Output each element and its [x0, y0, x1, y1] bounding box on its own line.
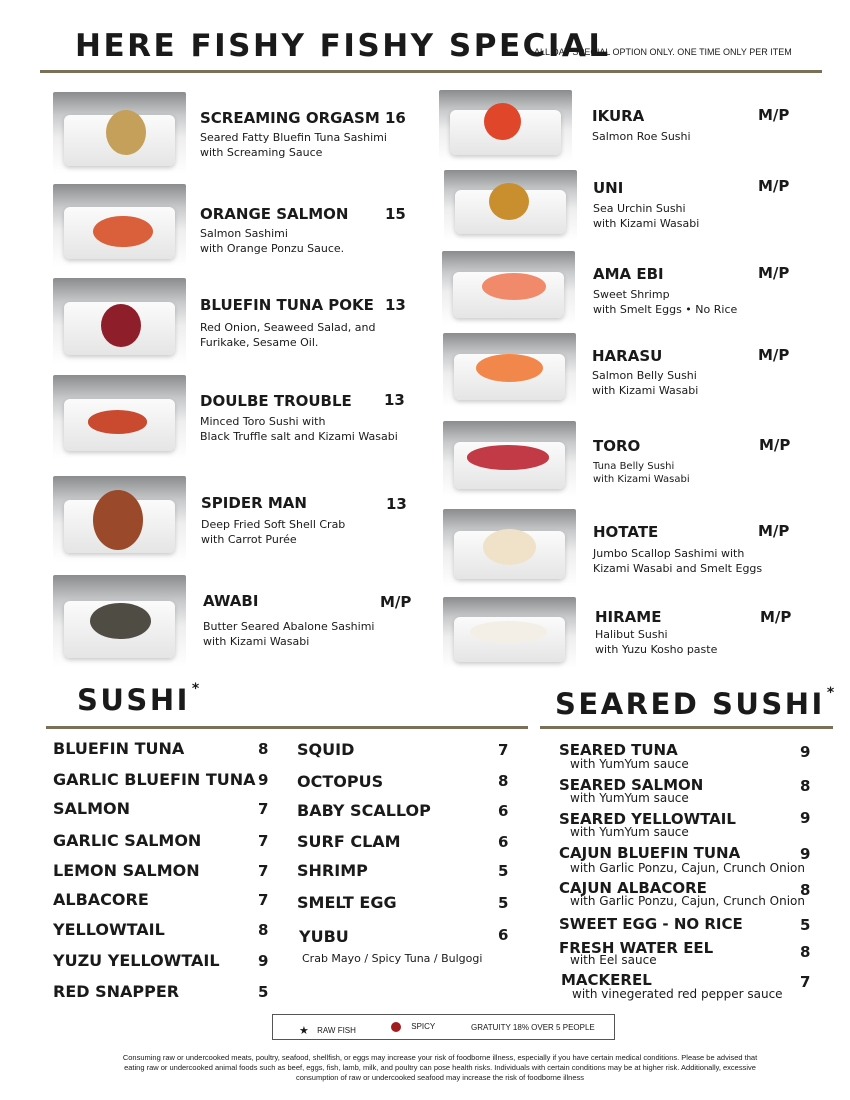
sushi-item-name: LEMON SALMON — [53, 861, 200, 880]
sushi-item-price: 7 — [498, 741, 509, 759]
legend-spicy — [391, 1022, 435, 1032]
special-description: Salmon Sashimi — [200, 227, 288, 240]
sushi-item-name: YUBU — [299, 927, 349, 946]
title-divider — [40, 70, 822, 73]
special-name: SCREAMING ORGASM — [200, 109, 380, 127]
seared-item-name: SWEET EGG - NO RICE — [559, 915, 743, 933]
special-description: Sea Urchin Sushi — [593, 202, 686, 215]
special-price: M/P — [760, 608, 792, 626]
seared-item-price: 9 — [800, 743, 811, 761]
sushi-item-name: GARLIC BLUEFIN TUNA — [53, 770, 256, 789]
special-name: HIRAME — [595, 608, 662, 626]
sushi-item-name: ALBACORE — [53, 890, 149, 909]
seared-item-sauce: with YumYum sauce — [570, 757, 689, 771]
spicy-dot-icon — [391, 1022, 401, 1032]
seared-item-price: 8 — [800, 943, 811, 961]
sushi-item-name: OCTOPUS — [297, 772, 384, 791]
special-description: Seared Fatty Bluefin Tuna Sashimi — [200, 131, 387, 144]
sushi-item-name: BABY SCALLOP — [297, 801, 431, 820]
special-price: M/P — [758, 522, 790, 540]
special-description: with Kizami Wasabi — [592, 384, 699, 397]
sushi-section-title: SUSHI * — [77, 681, 202, 717]
uni-photo — [444, 170, 577, 241]
seared-item-price: 8 — [800, 881, 811, 899]
special-name: HARASU — [592, 347, 663, 365]
orange-salmon-photo — [53, 184, 186, 267]
awabi-photo — [53, 575, 186, 667]
sushi-item-price: 7 — [258, 891, 269, 909]
special-note: ALL DAY SPECIAL OPTION ONLY. ONE TIME ONLY PER ITEM — [534, 47, 792, 57]
seared-item-name: CAJUN ALBACORE — [559, 879, 707, 897]
sushi-item-name: SHRIMP — [297, 861, 368, 880]
special-name: UNI — [593, 179, 624, 197]
special-description: with Kizami Wasabi — [203, 635, 310, 648]
seared-item-name: SEARED YELLOWTAIL — [559, 810, 736, 828]
harasu-photo — [443, 333, 576, 407]
special-price: 13 — [385, 296, 406, 314]
sushi-item-price: 8 — [258, 921, 269, 939]
seared-item-name: SEARED SALMON — [559, 776, 704, 794]
special-name: HOTATE — [593, 523, 659, 541]
ama-ebi-photo — [442, 251, 575, 325]
sushi-item-price: 8 — [258, 740, 269, 758]
legend-box — [272, 1014, 615, 1040]
sushi-item-name: YUZU YELLOWTAIL — [53, 951, 220, 970]
special-description: Tuna Belly Sushi — [593, 461, 675, 472]
double-trouble-photo — [53, 375, 186, 459]
food-safety-disclaimer: Consuming raw or undercooked meats, poultry, seafood, shellfish, or eggs may increase your risk of foodborne illness, especially if you have certain medical conditions. Please be advised that eating raw or undercooked animal foods such as beef, eggs, fish, lamb, milk, and poultry can pose health risks. Individuals with certain conditions may be at higher risk. Additionally, excessive consumption of raw or undercooked seafood may increase the risk of foodborne illness — [122, 1053, 758, 1082]
special-name: TORO — [593, 437, 641, 455]
seared-item-name: SEARED TUNA — [559, 741, 678, 759]
special-price: 16 — [385, 109, 406, 127]
special-price: M/P — [758, 106, 790, 124]
sushi-item-name: SQUID — [297, 740, 355, 759]
special-name: AMA EBI — [593, 265, 664, 283]
special-description: with Orange Ponzu Sauce. — [200, 242, 345, 255]
sushi-divider — [46, 726, 528, 729]
seared-item-sauce: with YumYum sauce — [570, 791, 689, 805]
sushi-item-price: 6 — [498, 802, 509, 820]
screaming-orgasm-photo — [53, 92, 186, 174]
toro-photo — [443, 421, 576, 497]
seared-item-price: 7 — [800, 973, 811, 991]
special-description: Jumbo Scallop Sashimi with — [593, 547, 745, 560]
sushi-item-price: 7 — [258, 832, 269, 850]
special-price: 13 — [384, 391, 405, 409]
hotate-photo — [443, 509, 576, 587]
special-price: 15 — [385, 205, 406, 223]
special-price: M/P — [380, 593, 412, 611]
sushi-item-name: YELLOWTAIL — [53, 920, 165, 939]
special-description: Deep Fried Soft Shell Crab — [201, 518, 346, 531]
sushi-item-price: 9 — [258, 771, 269, 789]
special-name: ORANGE SALMON — [200, 205, 349, 223]
legend-raw-fish-label: RAW FISH — [317, 1026, 356, 1035]
legend-spicy-label: SPICY — [411, 1022, 436, 1032]
sushi-item-name: SMELT EGG — [297, 893, 397, 912]
seared-item-price: 8 — [800, 777, 811, 795]
special-price: M/P — [758, 346, 790, 364]
sushi-item-price: 9 — [258, 952, 269, 970]
special-description: with Carrot Purée — [201, 533, 297, 546]
special-description: Sweet Shrimp — [593, 288, 670, 301]
special-price: M/P — [758, 264, 790, 282]
special-description: Minced Toro Sushi with — [200, 415, 326, 428]
special-description: Halibut Sushi — [595, 628, 668, 641]
seared-item-name: MACKEREL — [561, 971, 652, 989]
sushi-item-price: 8 — [498, 772, 509, 790]
sushi-item-name: GARLIC SALMON — [53, 831, 202, 850]
ikura-photo — [439, 90, 572, 162]
seared-item-sauce: with vinegerated red pepper sauce — [572, 987, 783, 1001]
special-name: BLUEFIN TUNA POKE — [200, 296, 374, 314]
spider-man-photo — [53, 476, 186, 562]
special-description: with Kizami Wasabi — [593, 217, 700, 230]
page-title: HERE FISHY FISHY SPECIAL — [75, 28, 611, 64]
special-description: with Yuzu Kosho paste — [595, 643, 718, 656]
special-description: with Screaming Sauce — [200, 146, 323, 159]
sushi-item-name: SURF CLAM — [297, 832, 401, 851]
special-description: with Kizami Wasabi — [593, 474, 690, 485]
seared-sushi-divider — [540, 726, 833, 729]
seared-sushi-section-title: SEARED SUSHI * — [555, 685, 837, 721]
special-description: Red Onion, Seaweed Salad, and — [200, 321, 376, 334]
raw-fish-star-icon: * — [191, 681, 202, 697]
bluefin-tuna-poke-photo — [53, 278, 186, 364]
special-name: IKURA — [592, 107, 645, 125]
seared-item-name: CAJUN BLUEFIN TUNA — [559, 844, 741, 862]
legend-gratuity: GRATUITY 18% OVER 5 PEOPLE — [471, 1023, 595, 1032]
sushi-item-price: 7 — [258, 800, 269, 818]
seared-item-sauce: with Eel sauce — [570, 953, 657, 967]
sushi-item-name: BLUEFIN TUNA — [53, 739, 185, 758]
special-description: with Smelt Eggs • No Rice — [593, 303, 738, 316]
star-icon: ★ — [299, 1025, 309, 1037]
special-price: M/P — [759, 436, 791, 454]
sushi-item-price: 5 — [258, 983, 269, 1001]
special-name: DOULBE TROUBLE — [200, 392, 352, 410]
special-description: Salmon Roe Sushi — [592, 130, 691, 143]
seared-item-price: 5 — [800, 916, 811, 934]
special-name: AWABI — [203, 592, 259, 610]
sushi-item-price: 6 — [498, 926, 509, 944]
sushi-item-name: SALMON — [53, 799, 131, 818]
special-name: SPIDER MAN — [201, 494, 307, 512]
sushi-item-price: 5 — [498, 894, 509, 912]
sushi-item-name: RED SNAPPER — [53, 982, 180, 1001]
seared-item-price: 9 — [800, 845, 811, 863]
special-description: Butter Seared Abalone Sashimi — [203, 620, 375, 633]
special-price: M/P — [758, 177, 790, 195]
seared-item-name: FRESH WATER EEL — [559, 939, 714, 957]
raw-fish-star-icon: * — [826, 685, 837, 701]
special-description: Salmon Belly Sushi — [592, 369, 697, 382]
sushi-item-price: 6 — [498, 833, 509, 851]
seared-item-sauce: with Garlic Ponzu, Cajun, Crunch Onion — [570, 861, 806, 875]
seared-item-price: 9 — [800, 809, 811, 827]
sushi-item-price: 5 — [498, 862, 509, 880]
special-description: Kizami Wasabi and Smelt Eggs — [593, 562, 763, 575]
special-description: Black Truffle salt and Kizami Wasabi — [200, 430, 398, 443]
legend-raw-fish — [299, 1023, 356, 1036]
special-price: 13 — [386, 495, 407, 513]
yubu-options-note: Crab Mayo / Spicy Tuna / Bulgogi — [302, 952, 483, 965]
special-description: Furikake, Sesame Oil. — [200, 336, 319, 349]
hirame-photo — [443, 597, 576, 669]
seared-item-sauce: with Garlic Ponzu, Cajun, Crunch Onion — [570, 894, 806, 908]
seared-item-sauce: with YumYum sauce — [570, 825, 689, 839]
sushi-item-price: 7 — [258, 862, 269, 880]
